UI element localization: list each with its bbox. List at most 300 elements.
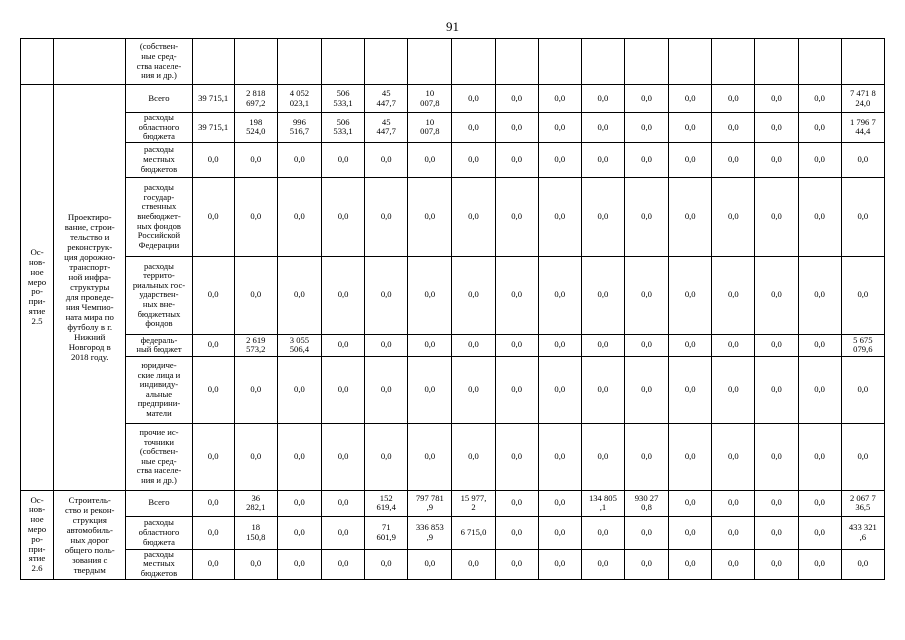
- value-cell: [538, 549, 581, 579]
- value-cell: [841, 423, 884, 490]
- value-cell: [192, 85, 234, 113]
- funding-source-cell: [126, 85, 192, 113]
- value-text: 0,0: [511, 450, 522, 461]
- value-cell: [322, 516, 365, 549]
- value-text: 0,0: [380, 339, 392, 350]
- value-text: 0,0: [511, 210, 522, 221]
- value-cell: [495, 39, 538, 85]
- value-text: 0,0: [250, 210, 262, 221]
- value-text: 0,0: [857, 153, 869, 164]
- value-cell: [841, 113, 884, 143]
- value-cell: [495, 177, 538, 256]
- value-cell: [408, 85, 452, 113]
- table-row: [21, 423, 885, 490]
- value-cell: [624, 177, 668, 256]
- value-text: 0,0: [771, 497, 782, 508]
- value-cell: [841, 516, 884, 549]
- value-cell: [322, 334, 365, 356]
- value-cell: [798, 516, 841, 549]
- value-text: 0,0: [207, 558, 219, 569]
- value-text: 0,0: [250, 450, 262, 461]
- value-cell: [624, 39, 668, 85]
- value-text: 0,0: [727, 558, 739, 569]
- value-cell: [234, 177, 277, 256]
- value-cell: [452, 334, 495, 356]
- value-cell: [365, 490, 408, 516]
- value-cell: [581, 142, 624, 177]
- value-cell: [408, 516, 452, 549]
- value-text: 0,0: [771, 210, 782, 221]
- value-cell: [408, 256, 452, 334]
- value-text: 0,0: [511, 121, 522, 132]
- value-cell: [669, 142, 712, 177]
- value-text: 930 27 0,8: [634, 492, 659, 513]
- value-text: 2 619 573,2: [246, 334, 266, 355]
- value-text: 0,0: [207, 289, 219, 300]
- funding-source-cell: [126, 177, 192, 256]
- value-text: 0,0: [771, 558, 782, 569]
- value-text: 0,0: [207, 383, 219, 394]
- value-cell: [624, 85, 668, 113]
- measure-cell: [21, 85, 54, 491]
- measure-cell: [21, 39, 54, 85]
- funding-source-cell: [126, 490, 192, 516]
- value-cell: [277, 256, 321, 334]
- value-text: 0,0: [207, 210, 219, 221]
- value-text: 0,0: [727, 450, 739, 461]
- value-cell: [322, 177, 365, 256]
- value-text: 0,0: [207, 153, 219, 164]
- value-text: 0,0: [814, 558, 825, 569]
- funding-source-label: прочие ис- точники (собствен- ные сред- ства населе- ния и др.): [136, 427, 182, 485]
- value-cell: [755, 490, 798, 516]
- value-cell: [798, 113, 841, 143]
- table-row: [21, 142, 885, 177]
- value-text: 0,0: [554, 121, 566, 132]
- value-text: 0,0: [597, 339, 609, 350]
- value-cell: [234, 39, 277, 85]
- value-cell: [712, 85, 755, 113]
- value-text: 0,0: [424, 210, 436, 221]
- value-cell: [669, 334, 712, 356]
- value-text: 0,0: [337, 526, 349, 537]
- value-text: 0,0: [468, 558, 479, 569]
- value-cell: [669, 39, 712, 85]
- value-text: 0,0: [771, 339, 782, 350]
- value-cell: [712, 39, 755, 85]
- value-cell: [408, 39, 452, 85]
- value-cell: [234, 423, 277, 490]
- value-cell: [192, 113, 234, 143]
- value-cell: [234, 334, 277, 356]
- value-text: 0,0: [727, 383, 739, 394]
- value-cell: [798, 256, 841, 334]
- value-text: 0,0: [294, 497, 305, 508]
- value-cell: [669, 549, 712, 579]
- value-cell: [192, 549, 234, 579]
- measure-label: Ос- нов- ное меро ро- при- ятие 2.6: [27, 494, 47, 574]
- value-cell: [841, 85, 884, 113]
- value-cell: [538, 113, 581, 143]
- value-cell: [495, 256, 538, 334]
- value-text: 0,0: [554, 526, 566, 537]
- value-text: 3 055 506,4: [289, 334, 310, 355]
- value-text: 18 150,8: [246, 522, 266, 542]
- value-text: 0,0: [250, 153, 262, 164]
- value-text: 0,0: [554, 210, 566, 221]
- value-text: 0,0: [857, 210, 869, 221]
- value-cell: [538, 85, 581, 113]
- value-text: 0,0: [814, 210, 825, 221]
- value-text: 0,0: [207, 450, 219, 461]
- value-cell: [408, 356, 452, 423]
- value-text: 0,0: [684, 526, 696, 537]
- description-cell: [54, 490, 126, 579]
- value-text: 39 715,1: [198, 92, 229, 103]
- funding-source-cell: [126, 142, 192, 177]
- value-cell: [234, 490, 277, 516]
- value-cell: [841, 334, 884, 356]
- value-cell: [798, 39, 841, 85]
- value-cell: [234, 142, 277, 177]
- value-text: 0,0: [727, 526, 739, 537]
- value-cell: [755, 142, 798, 177]
- value-cell: [755, 356, 798, 423]
- value-text: 0,0: [684, 210, 696, 221]
- value-text: 0,0: [468, 339, 479, 350]
- value-text: 0,0: [814, 153, 825, 164]
- value-cell: [365, 39, 408, 85]
- value-text: 0,0: [684, 153, 696, 164]
- value-cell: [538, 256, 581, 334]
- value-cell: [452, 490, 495, 516]
- value-text: 0,0: [684, 339, 696, 350]
- funding-source-label: расходы местных бюджетов: [140, 144, 178, 174]
- value-text: 71 601,9: [376, 522, 396, 542]
- value-text: 0,0: [684, 121, 696, 132]
- value-cell: [798, 85, 841, 113]
- funding-source-cell: [126, 256, 192, 334]
- value-cell: [669, 423, 712, 490]
- value-cell: [755, 113, 798, 143]
- value-text: 0,0: [468, 450, 479, 461]
- value-text: 0,0: [641, 558, 652, 569]
- value-text: 0,0: [511, 558, 522, 569]
- value-text: 0,0: [597, 526, 609, 537]
- funding-source-cell: [126, 113, 192, 143]
- value-cell: [452, 142, 495, 177]
- value-text: 0,0: [771, 450, 782, 461]
- value-cell: [277, 356, 321, 423]
- value-cell: [841, 39, 884, 85]
- value-cell: [538, 423, 581, 490]
- value-text: 0,0: [424, 558, 436, 569]
- value-cell: [581, 490, 624, 516]
- value-text: 0,0: [641, 289, 652, 300]
- value-text: 0,0: [380, 558, 392, 569]
- value-cell: [624, 490, 668, 516]
- value-cell: [322, 142, 365, 177]
- value-text: 10 007,8: [420, 116, 440, 137]
- value-cell: [669, 177, 712, 256]
- value-cell: [452, 549, 495, 579]
- value-text: 996 516,7: [289, 116, 310, 137]
- value-text: 1 796 7 44,4: [849, 116, 876, 137]
- value-text: 0,0: [597, 153, 609, 164]
- value-cell: [669, 256, 712, 334]
- value-cell: [581, 356, 624, 423]
- funding-source-label: расходы террито- риальных гос- ударствен- ных вне- бюджетных фондов: [132, 260, 186, 329]
- value-text: 0,0: [771, 121, 782, 132]
- value-cell: [624, 516, 668, 549]
- value-text: 0,0: [424, 339, 436, 350]
- value-text: 0,0: [468, 383, 479, 394]
- value-text: 0,0: [380, 289, 392, 300]
- value-text: 0,0: [337, 339, 349, 350]
- value-text: 0,0: [597, 558, 609, 569]
- value-cell: [841, 549, 884, 579]
- table-row: [21, 516, 885, 549]
- value-cell: [755, 85, 798, 113]
- value-text: 0,0: [814, 497, 825, 508]
- value-cell: [365, 177, 408, 256]
- value-text: 0,0: [771, 153, 782, 164]
- value-cell: [755, 334, 798, 356]
- value-cell: [365, 142, 408, 177]
- value-cell: [538, 490, 581, 516]
- value-text: 2 818 697,2: [246, 87, 266, 108]
- value-text: 0,0: [684, 289, 696, 300]
- value-text: 0,0: [684, 558, 696, 569]
- value-cell: [581, 256, 624, 334]
- value-text: 0,0: [424, 153, 436, 164]
- value-cell: [798, 334, 841, 356]
- funding-source-label: (собствен- ные сред- ства населе- ния и др.): [136, 41, 182, 81]
- value-text: 0,0: [337, 153, 349, 164]
- value-text: 45 447,7: [376, 116, 396, 137]
- value-cell: [798, 142, 841, 177]
- value-cell: [495, 516, 538, 549]
- value-cell: [581, 177, 624, 256]
- value-cell: [408, 334, 452, 356]
- value-text: 0,0: [814, 92, 825, 103]
- value-cell: [192, 256, 234, 334]
- value-cell: [277, 113, 321, 143]
- funding-source-cell: [126, 39, 192, 85]
- value-text: 0,0: [424, 383, 436, 394]
- value-text: 0,0: [511, 526, 522, 537]
- value-cell: [495, 142, 538, 177]
- value-cell: [841, 356, 884, 423]
- value-cell: [712, 549, 755, 579]
- value-cell: [192, 39, 234, 85]
- value-cell: [277, 334, 321, 356]
- value-text: 0,0: [814, 383, 825, 394]
- table-row: [21, 549, 885, 579]
- value-text: 0,0: [468, 210, 479, 221]
- value-cell: [669, 85, 712, 113]
- description-text: Строитель- ство и рекон- струкция автомобиль- ных дорог общего поль- зования с твердым: [64, 494, 115, 575]
- value-cell: [322, 256, 365, 334]
- value-cell: [495, 356, 538, 423]
- value-text: 0,0: [814, 289, 825, 300]
- value-text: 134 805 ,1: [588, 492, 617, 513]
- value-cell: [538, 39, 581, 85]
- value-cell: [841, 142, 884, 177]
- value-text: 0,0: [684, 450, 696, 461]
- value-text: 0,0: [727, 210, 739, 221]
- value-text: 0,0: [771, 289, 782, 300]
- value-text: 0,0: [468, 153, 479, 164]
- value-text: 0,0: [337, 210, 349, 221]
- value-cell: [452, 356, 495, 423]
- value-text: 0,0: [380, 450, 392, 461]
- value-cell: [624, 549, 668, 579]
- value-text: 0,0: [207, 526, 219, 537]
- value-text: 0,0: [294, 289, 305, 300]
- value-cell: [452, 177, 495, 256]
- value-cell: [669, 516, 712, 549]
- value-cell: [192, 516, 234, 549]
- value-text: 45 447,7: [376, 87, 396, 108]
- value-text: 0,0: [511, 289, 522, 300]
- value-cell: [365, 423, 408, 490]
- value-text: 4 052 023,1: [289, 87, 310, 108]
- value-text: 0,0: [250, 289, 262, 300]
- value-text: 0,0: [554, 289, 566, 300]
- value-cell: [322, 423, 365, 490]
- value-text: 0,0: [337, 383, 349, 394]
- value-text: 0,0: [597, 383, 609, 394]
- value-cell: [365, 334, 408, 356]
- value-cell: [581, 549, 624, 579]
- funding-source-cell: [126, 334, 192, 356]
- value-cell: [234, 516, 277, 549]
- value-text: 0,0: [424, 289, 436, 300]
- value-cell: [669, 113, 712, 143]
- page-number: 91: [446, 19, 459, 34]
- value-text: 0,0: [337, 289, 349, 300]
- value-cell: [712, 142, 755, 177]
- value-text: 198 524,0: [246, 116, 266, 137]
- funding-source-label: юридиче- ские лица и индивиду- альные предприни- матели: [137, 360, 181, 418]
- value-text: 0,0: [597, 450, 609, 461]
- table-body: [21, 39, 885, 580]
- value-text: 0,0: [554, 558, 566, 569]
- value-cell: [538, 142, 581, 177]
- value-text: 0,0: [337, 558, 349, 569]
- value-text: 0,0: [294, 383, 305, 394]
- value-text: 797 781 ,9: [415, 492, 444, 513]
- value-text: 15 977, 2: [460, 492, 487, 513]
- value-cell: [408, 177, 452, 256]
- value-cell: [581, 516, 624, 549]
- value-cell: [322, 113, 365, 143]
- value-cell: [755, 549, 798, 579]
- value-cell: [538, 356, 581, 423]
- value-cell: [322, 549, 365, 579]
- value-cell: [365, 256, 408, 334]
- value-text: 0,0: [814, 121, 825, 132]
- funding-source-cell: [126, 356, 192, 423]
- value-cell: [408, 490, 452, 516]
- value-cell: [581, 39, 624, 85]
- table-row: [21, 356, 885, 423]
- value-cell: [365, 516, 408, 549]
- value-cell: [452, 256, 495, 334]
- description-cell: [54, 85, 126, 491]
- value-text: 0,0: [814, 339, 825, 350]
- value-text: 0,0: [294, 153, 305, 164]
- value-cell: [452, 516, 495, 549]
- value-text: 152 619,4: [376, 492, 396, 513]
- value-text: 0,0: [641, 526, 652, 537]
- value-cell: [408, 142, 452, 177]
- value-cell: [755, 39, 798, 85]
- value-text: 0,0: [857, 450, 869, 461]
- value-cell: [277, 39, 321, 85]
- value-text: 0,0: [511, 92, 522, 103]
- funding-source-label: расходы областного бюджета: [138, 112, 180, 142]
- value-text: 336 853 ,9: [415, 522, 444, 542]
- value-cell: [581, 334, 624, 356]
- measure-label: Ос- нов- ное меро ро- при- ятие 2.5: [27, 247, 47, 326]
- value-cell: [192, 490, 234, 516]
- value-text: 0,0: [511, 339, 522, 350]
- value-cell: [365, 85, 408, 113]
- value-cell: [452, 39, 495, 85]
- value-cell: [624, 423, 668, 490]
- value-text: 0,0: [468, 92, 479, 103]
- value-text: 0,0: [597, 121, 609, 132]
- value-cell: [192, 423, 234, 490]
- value-text: 0,0: [337, 497, 349, 508]
- value-text: 0,0: [250, 558, 262, 569]
- value-text: 0,0: [641, 121, 652, 132]
- value-cell: [669, 356, 712, 423]
- value-cell: [581, 85, 624, 113]
- value-text: 6 715,0: [460, 526, 487, 537]
- table-row: [21, 85, 885, 113]
- value-text: 39 715,1: [198, 121, 229, 132]
- value-cell: [798, 490, 841, 516]
- value-text: 5 675 079,6: [853, 334, 873, 355]
- value-cell: [495, 490, 538, 516]
- value-text: 0,0: [380, 153, 392, 164]
- value-cell: [322, 356, 365, 423]
- value-text: 36 282,1: [246, 492, 266, 513]
- value-cell: [277, 85, 321, 113]
- value-text: 0,0: [641, 92, 652, 103]
- value-text: 0,0: [727, 121, 739, 132]
- value-cell: [322, 39, 365, 85]
- budget-table: [20, 38, 885, 580]
- value-cell: [712, 490, 755, 516]
- funding-source-label: Всего: [148, 92, 170, 103]
- value-cell: [408, 113, 452, 143]
- value-text: 0,0: [641, 383, 652, 394]
- table-row: [21, 39, 885, 85]
- value-cell: [495, 113, 538, 143]
- value-cell: [712, 356, 755, 423]
- value-text: 0,0: [468, 289, 479, 300]
- value-text: 0,0: [727, 153, 739, 164]
- value-cell: [234, 113, 277, 143]
- description-cell: [54, 39, 126, 85]
- value-text: 0,0: [684, 497, 696, 508]
- value-cell: [192, 334, 234, 356]
- value-cell: [841, 256, 884, 334]
